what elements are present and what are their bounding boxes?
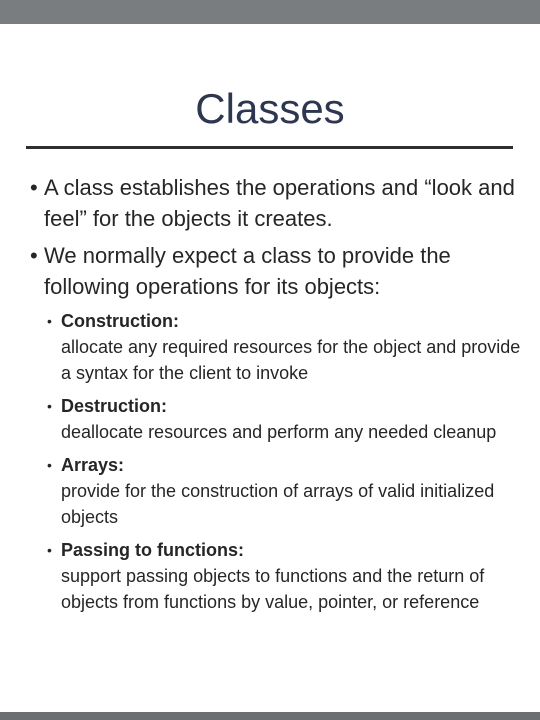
sub-bullet-description: support passing objects to functions and the return of objects from functions by value, pointer, or reference bbox=[61, 566, 485, 612]
bullet-item bbox=[30, 240, 530, 302]
bullet-icon: • bbox=[47, 457, 52, 473]
bullet-text: A class establishes the operations and “look and feel” for the objects it creates. bbox=[44, 175, 515, 231]
bullet-icon: • bbox=[47, 313, 52, 329]
bullet-icon: • bbox=[47, 398, 52, 414]
bullet-icon: • bbox=[30, 175, 38, 200]
bullet-item bbox=[30, 172, 530, 234]
sub-bullet-item bbox=[30, 452, 530, 530]
sub-bullet-heading: Passing to functions: bbox=[61, 540, 245, 560]
slide-body bbox=[30, 172, 530, 622]
sub-bullet-description: deallocate resources and perform any needed cleanup bbox=[61, 422, 497, 442]
top-bar bbox=[0, 0, 540, 24]
bullet-text: We normally expect a class to provide the following operations for its objects: bbox=[44, 243, 451, 299]
bullet-icon: • bbox=[47, 542, 52, 558]
sub-bullet-list bbox=[30, 308, 530, 615]
sub-bullet-description: allocate any required resources for the object and provide a syntax for the client to invoke bbox=[61, 337, 521, 383]
sub-bullet-heading: Destruction: bbox=[61, 396, 168, 416]
bottom-bar bbox=[0, 712, 540, 720]
title-divider bbox=[26, 146, 513, 149]
sub-bullet-item bbox=[30, 393, 530, 445]
sub-bullet-description: provide for the construction of arrays of valid initialized objects bbox=[61, 481, 495, 527]
sub-bullet-item bbox=[30, 308, 530, 386]
bullet-icon: • bbox=[30, 243, 38, 268]
slide-title: Classes bbox=[195, 85, 345, 132]
sub-bullet-heading: Arrays: bbox=[61, 455, 125, 475]
sub-bullet-heading: Construction: bbox=[61, 311, 179, 331]
sub-bullet-item bbox=[30, 537, 530, 615]
